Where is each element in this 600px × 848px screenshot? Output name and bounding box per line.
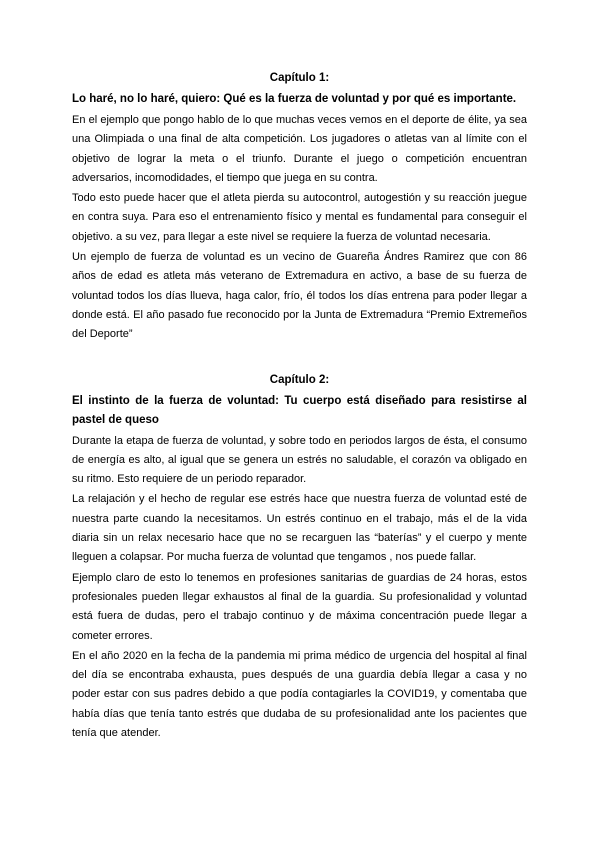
chapter-1-paragraph: En el ejemplo que pongo hablo de lo que muchas veces vemos en el deporte de élite, ya sea una Olimpiada o una final de alta competición. Los jugadores o atletas van al límite con el objetivo de lograr la meta o el triunfo. Durante el juego o competición encuentran adversarios, incomodidades, el tiempo que juega en su contra.	[72, 114, 527, 184]
chapter-1-heading: Capítulo 1:	[269, 72, 330, 84]
chapter-2-heading: Capítulo 2:	[269, 373, 330, 386]
chapter-2-paragraph: Ejemplo claro de esto lo tenemos en profesiones sanitarias de guardias de 24 horas, estos profesionales pueden llegar exhaustos al final de la guardia. Su profesionalidad y voluntad está fuera de dudas, pero el trabajo continuo y de máxima concentración puede llegar a cometer errores.	[72, 571, 527, 642]
chapter-2-subtitle: El instinto de la fuerza de voluntad: Tu cuerpo está diseñado para resistirse al pastel de queso	[72, 394, 527, 426]
chapter-1-paragraph: Todo esto puede hacer que el atleta pierda su autocontrol, autogestión y su reacción juegue en contra suya. Para eso el entrenamiento físico y mental es fundamental para conseguir el objetivo. a su vez, para llegar a este nivel se requiere la fuerza de voluntad necesaria.	[72, 192, 527, 243]
document-content	[72, 70, 527, 744]
chapter-2	[72, 372, 527, 744]
chapter-spacer	[72, 346, 527, 372]
chapter-2-paragraph: Durante la etapa de fuerza de voluntad, y sobre todo en periodos largos de ésta, el consumo de energía es alto, al igual que se genera un estrés no saludable, el corazón va obligado en su ritmo. Esto requiere de un periodo reparador.	[72, 434, 527, 486]
chapter-2-paragraph: La relajación y el hecho de regular ese estrés hace que nuestra fuerza de voluntad esté de nuestra parte cuando la necesitamos. Un estrés continuo en el trabajo, más el de la vida diaria sin un relax necesario hace que no se recarguen las “baterías” y el cuerpo y mente lleguen a colapsar. Por mucha fuerza de voluntad que tengamos , nos puede fallar.	[72, 493, 527, 564]
chapter-2-paragraph: En el año 2020 en la fecha de la pandemia mi prima médico de urgencia del hospital al final del día se encontraba exhausta, pues después de una guardia debía llegar a casa y no poder estar con sus padres debido a que podía contagiarles la COVID19, y comentaba que había días que tenía tanto estrés que dudaba de su profesionalidad ante los pacientes que tenía que atender.	[72, 649, 527, 740]
chapter-1-paragraph: Un ejemplo de fuerza de voluntad es un vecino de Guareña Ándres Ramirez que con 86 años de edad es atleta más veterano de Extremadura en activo, a base de su fuerza de voluntad todos los días llueva, haga calor, frío, él todos los días entrena para poder llegar a donde está. El año pasado fue reconocido por la Junta de Extremadura “Premio Extremeños del Deporte”	[72, 251, 527, 341]
chapter-1	[72, 70, 527, 345]
chapter-1-subtitle: Lo haré, no lo haré, quiero: Qué es la fuerza de voluntad y por qué es importante.	[72, 93, 517, 105]
